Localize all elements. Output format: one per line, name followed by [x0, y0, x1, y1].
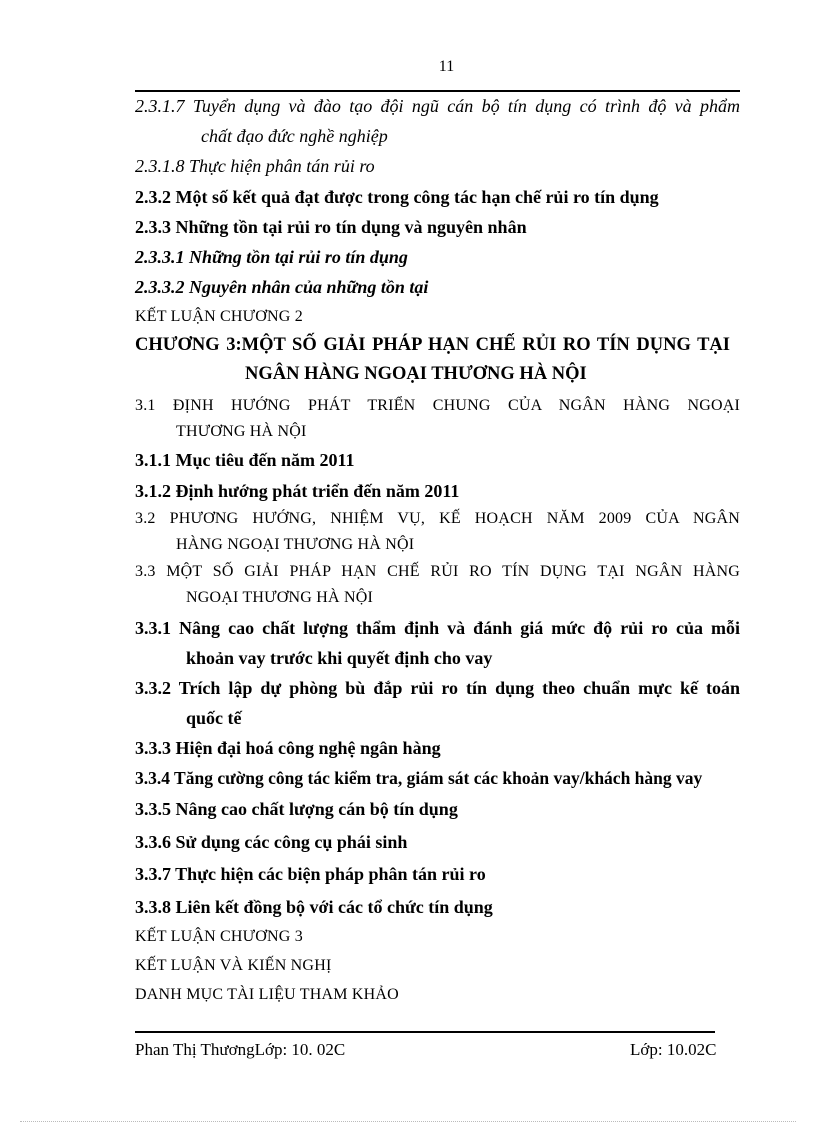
toc-entry-3-3-2: 3.3.2 Trích lập dự phòng bù đắp rủi ro tín dụng theo chuẩn mực kế toán — [135, 678, 740, 698]
page-bottom-border — [20, 1121, 796, 1122]
toc-chapter-3-title: CHƯƠNG 3:MỘT SỐ GIẢI PHÁP HẠN CHẾ RỦI RO TÍN DỤNG TẠI — [135, 335, 730, 355]
toc-entry-3-2: 3.2 PHƯƠNG HƯỚNG, NHIỆM VỤ, KẾ HOẠCH NĂM 2009 CỦA NGÂN — [135, 510, 740, 527]
toc-entry-tai-lieu-tham-khao: DANH MỤC TÀI LIỆU THAM KHẢO — [135, 986, 399, 1003]
toc-entry-ket-luan-chuong-2: KẾT LUẬN CHƯƠNG 2 — [135, 308, 303, 325]
toc-entry-3-3-6: 3.3.6 Sử dụng các công cụ phái sinh — [135, 832, 408, 852]
toc-entry-2-3-1-7: 2.3.1.7 Tuyển dụng và đào tạo đội ngũ cán bộ tín dụng có trình độ và phẩm — [135, 96, 740, 116]
toc-entry-3-3-4: 3.3.4 Tăng cường công tác kiểm tra, giám sát các khoản vay/khách hàng vay — [135, 768, 703, 788]
toc-entry-2-3-2: 2.3.2 Một số kết quả đạt được trong công tác hạn chế rủi ro tín dụng — [135, 187, 659, 207]
toc-entry-3-1: 3.1 ĐỊNH HƯỚNG PHÁT TRIỂN CHUNG CỦA NGÂN HÀNG NGOẠI — [135, 397, 740, 414]
footer-class: Lớp: 10.02C — [630, 1040, 717, 1059]
toc-entry-3-3-1-cont: khoản vay trước khi quyết định cho vay — [186, 648, 493, 668]
toc-entry-3-1-1: 3.1.1 Mục tiêu đến năm 2011 — [135, 450, 355, 470]
toc-entry-2-3-3-1: 2.3.3.1 Những tồn tại rủi ro tín dụng — [135, 247, 408, 267]
toc-entry-ket-luan-chuong-3: KẾT LUẬN CHƯƠNG 3 — [135, 928, 303, 945]
toc-entry-3-3: 3.3 MỘT SỐ GIẢI PHÁP HẠN CHẾ RỦI RO TÍN DỤNG TẠI NGÂN HÀNG — [135, 563, 740, 580]
toc-entry-3-1-2: 3.1.2 Định hướng phát triển đến năm 2011 — [135, 481, 460, 501]
toc-entry-3-3-2-cont: quốc tế — [186, 708, 242, 728]
toc-entry-3-3-5: 3.3.5 Nâng cao chất lượng cán bộ tín dụng — [135, 799, 458, 819]
footer-author: Phan Thị ThươngLớp: 10. 02C — [135, 1040, 346, 1059]
toc-entry-3-3-3: 3.3.3 Hiện đại hoá công nghệ ngân hàng — [135, 738, 441, 758]
toc-entry-2-3-3-2: 2.3.3.2 Nguyên nhân của những tồn tại — [135, 277, 429, 297]
toc-entry-3-2-cont: HÀNG NGOẠI THƯƠNG HÀ NỘI — [176, 536, 415, 553]
toc-entry-3-3-1: 3.3.1 Nâng cao chất lượng thẩm định và đánh giá mức độ rủi ro của mỗi — [135, 618, 740, 638]
toc-entry-2-3-1-8: 2.3.1.8 Thực hiện phân tán rủi ro — [135, 156, 375, 176]
toc-entry-3-1-cont: THƯƠNG HÀ NỘI — [176, 423, 307, 440]
toc-entry-3-3-cont: NGOẠI THƯƠNG HÀ NỘI — [186, 589, 374, 606]
toc-entry-2-3-3: 2.3.3 Những tồn tại rủi ro tín dụng và nguyên nhân — [135, 217, 527, 237]
toc-entry-3-3-7: 3.3.7 Thực hiện các biện pháp phân tán rủi ro — [135, 864, 486, 884]
toc-entry-2-3-1-7-cont: chất đạo đức nghề nghiệp — [201, 126, 388, 146]
footer-rule — [135, 1031, 715, 1033]
toc-chapter-3-title-cont: NGÂN HÀNG NGOẠI THƯƠNG HÀ NỘI — [245, 364, 587, 384]
toc-entry-ket-luan-kien-nghi: KẾT LUẬN VÀ KIẾN NGHỊ — [135, 957, 332, 974]
page-number: 11 — [438, 58, 455, 75]
toc-entry-3-3-8: 3.3.8 Liên kết đồng bộ với các tổ chức tín dụng — [135, 897, 493, 917]
